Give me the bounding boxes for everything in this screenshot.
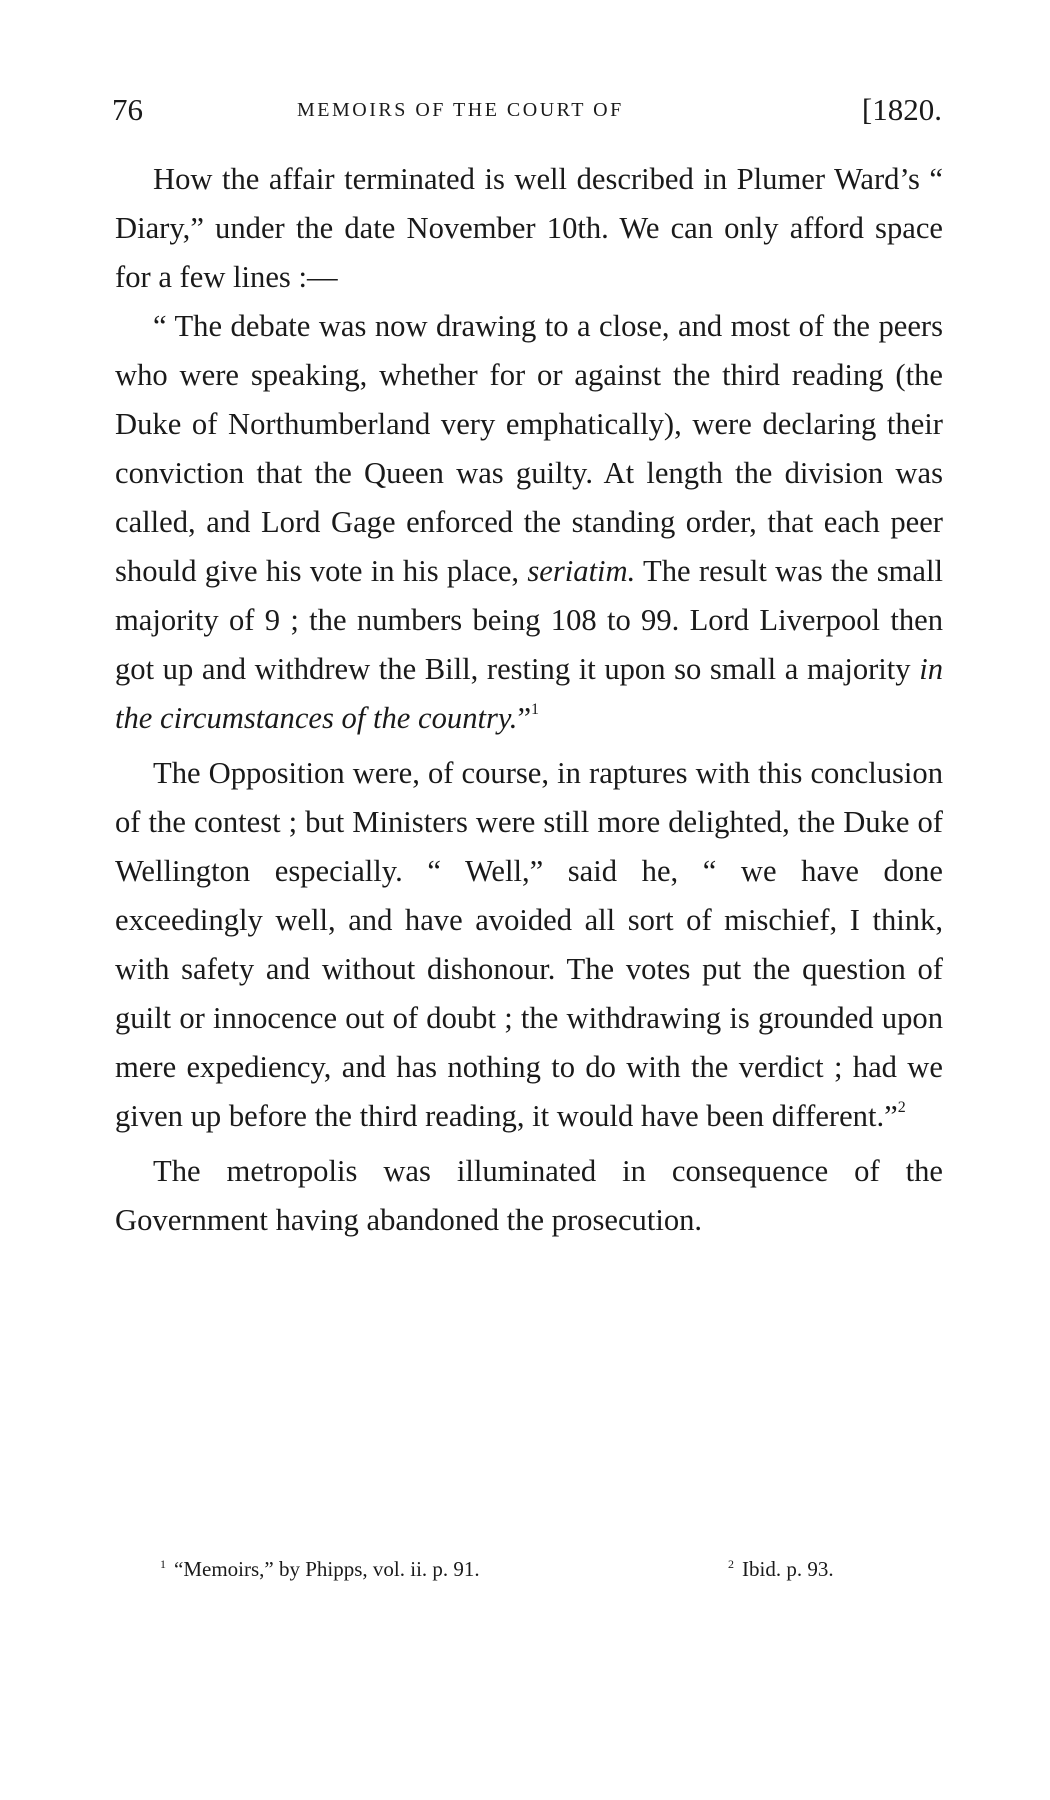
- footnote-text: Ibid. p. 93.: [742, 1557, 834, 1581]
- italic-circumstances: in the circumstances of the country.: [115, 652, 943, 735]
- paragraph-text: The Opposition were, of course, in raptures with this conclusion of the contest ; but Ministers were still more delighted, the Duke of Wellington especially. “ Well,” said he, “ we have done exceedingly well, and have avoided all sort of mischief, I think, with safety and without dishonour. The votes put the question of guilt or innocence out of doubt ; the withdrawing is grounded upon mere expediency, and has nothing to do with the verdict ; had we given up before the third reading, it would have been different.”: [115, 756, 943, 1133]
- quote-text-part-3: ”: [517, 701, 532, 735]
- running-head: [112, 88, 942, 132]
- running-title: MEMOIRS OF THE COURT OF: [297, 99, 624, 121]
- header-year: [1820.: [861, 92, 942, 127]
- body-text: [115, 155, 943, 1245]
- footnote-2: [728, 1548, 834, 1585]
- footnote-text: “Memoirs,” by Phipps, vol. ii. p. 91.: [174, 1557, 480, 1581]
- paragraph-opposition: [115, 749, 943, 1141]
- quote-text-part-2: The result was the small majority of 9 ; the numbers being 108 to 99. Lord Liverpool then got up and withdrew the Bill, resting it upon so small a majority: [115, 554, 943, 686]
- paragraph-text: The metropolis was illuminated in consequence of the Government having abandoned the prosecution.: [115, 1154, 943, 1237]
- footnote-mark: 1: [160, 1557, 166, 1571]
- italic-seriatim: seriatim.: [527, 554, 636, 588]
- footnote-ref-1: 1: [531, 701, 540, 718]
- page-number: 76: [112, 92, 143, 127]
- quote-text-part-1: “ The debate was now drawing to a close, and most of the peers who were speaking, whether for or against the third reading (the Duke of Northumberland very emphatically), were declaring their conviction that the Queen was guilty. At length the division was called, and Lord Gage enforced the standing order, that each peer should give his vote in his place,: [115, 309, 943, 588]
- paragraph-metropolis: [115, 1147, 943, 1245]
- footnote-mark: 2: [728, 1557, 734, 1571]
- footnote-ref-2: 2: [897, 1099, 906, 1116]
- footnotes: [160, 1548, 895, 1580]
- paragraph-affair-terminated: [115, 155, 943, 302]
- paragraph-diary-quote: [115, 302, 943, 743]
- footnote-1: [160, 1548, 480, 1585]
- paragraph-text: How the affair terminated is well described in Plumer Ward’s “ Diary,” under the date November 10th. We can only afford space for a few lines :—: [115, 162, 943, 294]
